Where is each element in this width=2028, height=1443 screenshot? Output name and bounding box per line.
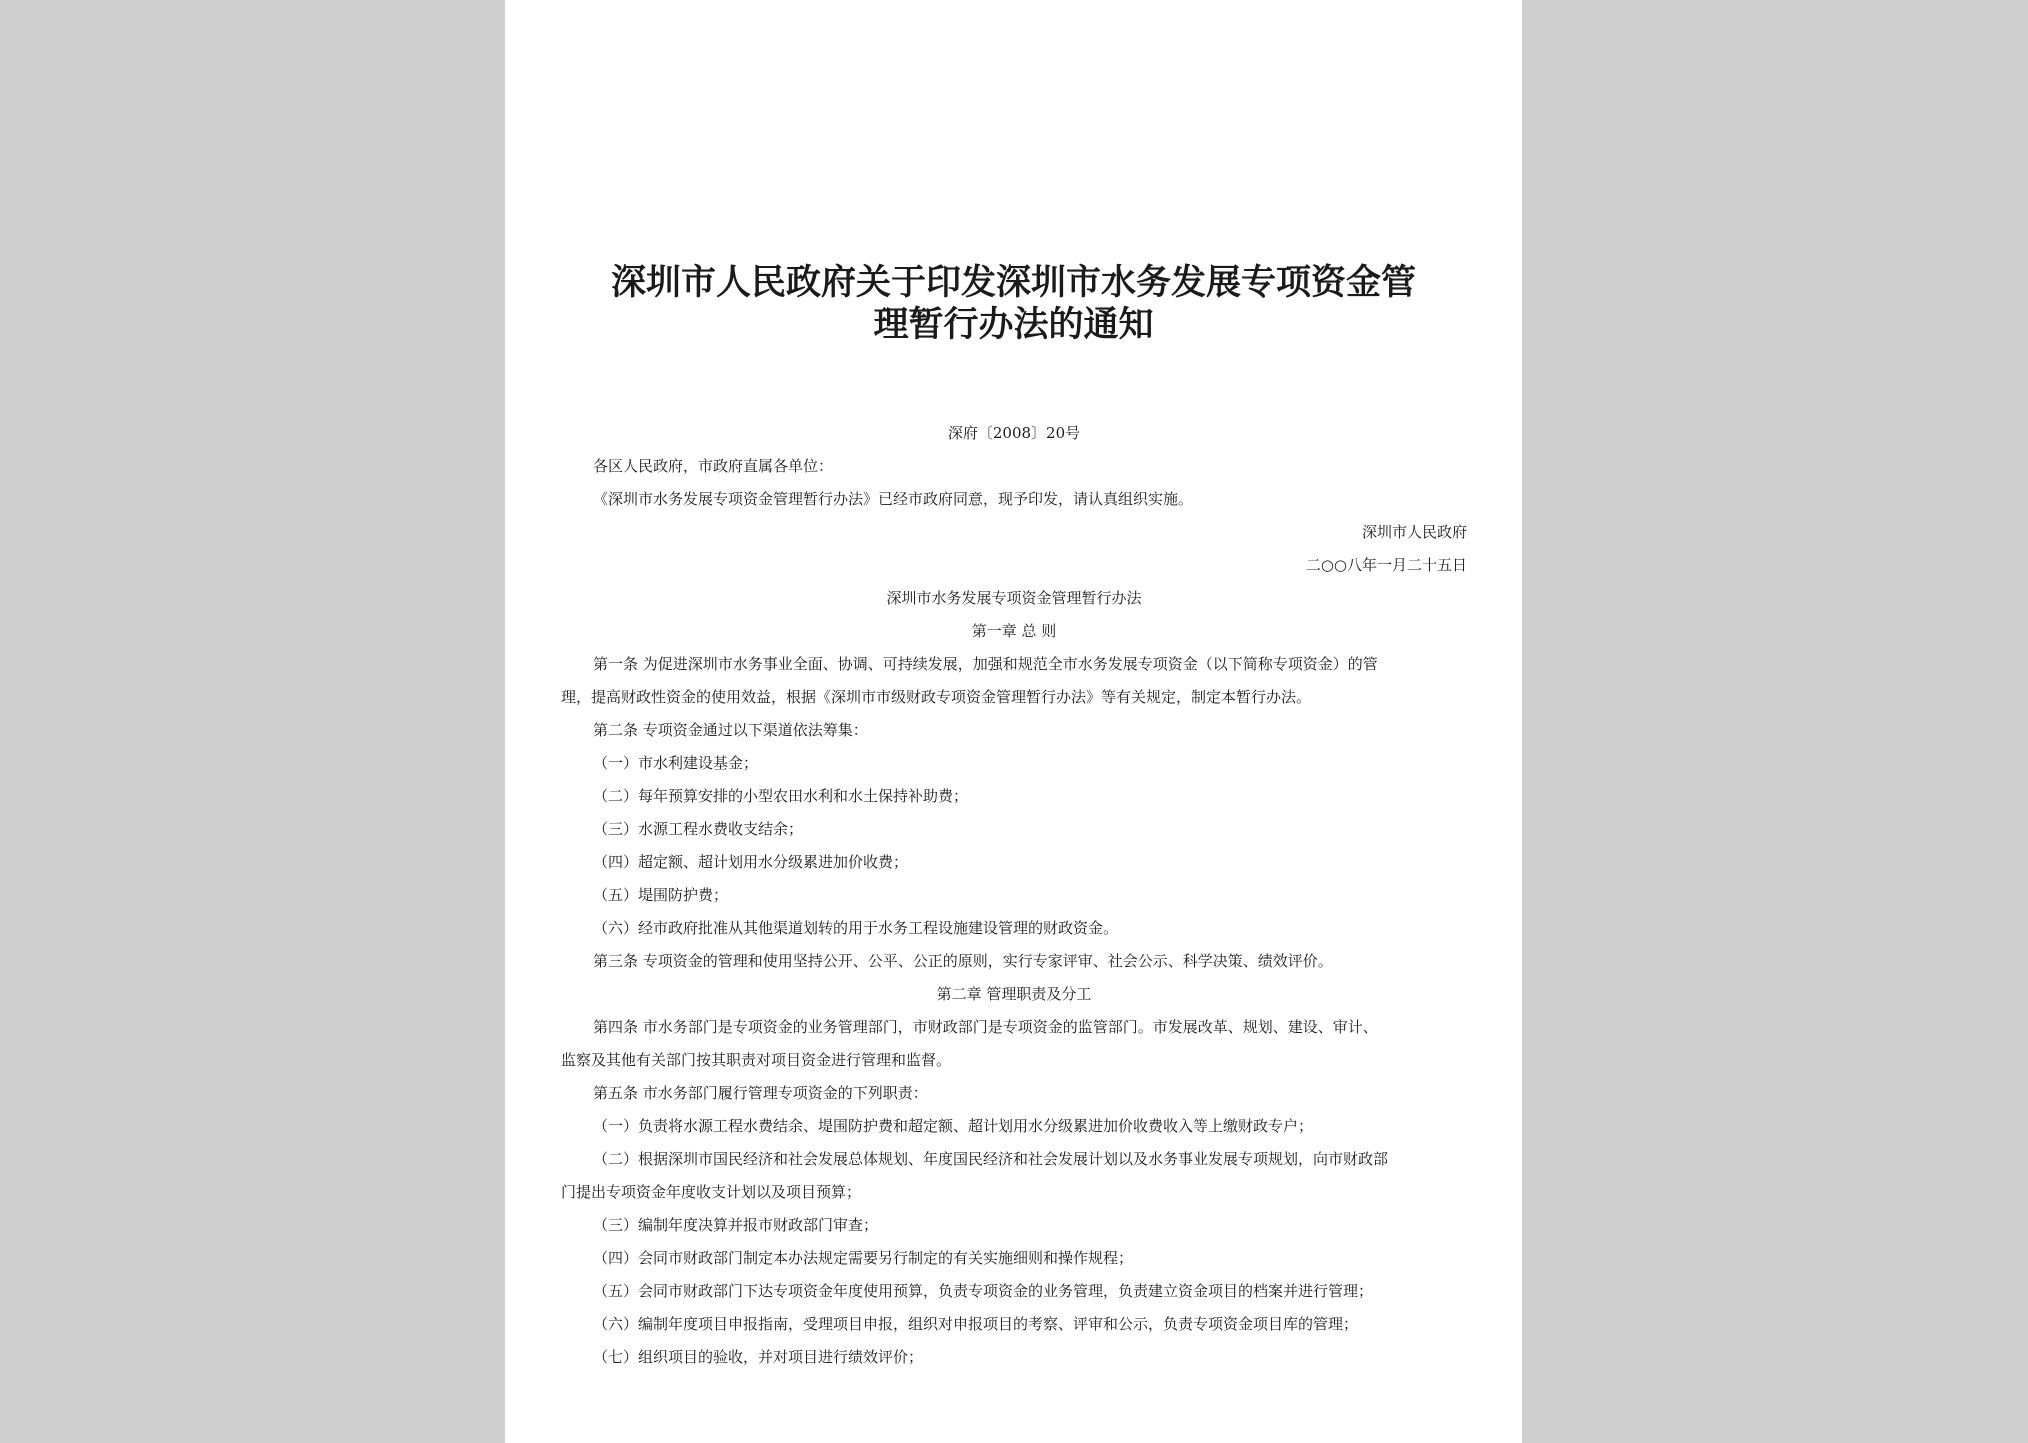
article-5-item-2-line-1: （二）根据深圳市国民经济和社会发展总体规划、年度国民经济和社会发展计划以及水务事业发展专项规划，向市财政部 [593,1150,1389,1168]
article-4-line-1: 第四条 市水务部门是专项资金的业务管理部门，市财政部门是专项资金的监管部门。市发展改革、规划、建设、审计、 [593,1018,1378,1036]
article-5-item-3: （三）编制年度决算并报市财政部门审查； [593,1216,879,1234]
chapter-2-heading: 第二章 管理职责及分工 [936,985,1092,1003]
addressee: 各区人民政府，市政府直属各单位： [593,457,834,475]
article-2: 第二条 专项资金通过以下渠道依法筹集： [593,721,868,739]
article-5: 第五条 市水务部门履行管理专项资金的下列职责： [593,1084,928,1102]
article-1-line-1: 第一条 为促进深圳市水务事业全面、协调、可持续发展，加强和规范全市水务发展专项资金（以下简称专项资金）的管 [593,655,1378,673]
article-2-item: （一）市水利建设基金； [593,754,759,772]
title-line-2: 理暂行办法的通知 [873,304,1154,345]
document-page [505,0,1522,1443]
article-3: 第三条 专项资金的管理和使用坚持公开、公平、公正的原则，实行专家评审、社会公示、科学决策、绩效评价。 [593,952,1333,970]
article-5-item-7: （七）组织项目的验收，并对项目进行绩效评价； [593,1348,924,1366]
article-4-line-2: 监察及其他有关部门按其职责对项目资金进行管理和监督。 [561,1051,952,1069]
article-2-item: （四）超定额、超计划用水分级累进加价收费； [593,853,909,871]
regulation-title: 深圳市水务发展专项资金管理暂行办法 [886,589,1142,607]
article-5-item-5: （五）会同市财政部门下达专项资金年度使用预算，负责专项资金的业务管理，负责建立资金项目的档案并进行管理； [593,1282,1374,1300]
article-2-item: （五）堤围防护费； [593,886,729,904]
article-2-item: （六）经市政府批准从其他渠道划转的用于水务工程设施建设管理的财政资金。 [593,919,1119,937]
article-5-item-2-line-2: 门提出专项资金年度收支计划以及项目预算； [561,1183,862,1201]
issuer: 深圳市人民政府 [1361,523,1467,541]
article-2-item: （二）每年预算安排的小型农田水利和水土保持补助费； [593,787,969,805]
title-line-1: 深圳市人民政府关于印发深圳市水务发展专项资金管 [610,262,1416,303]
article-5-item-4: （四）会同市财政部门制定本办法规定需要另行制定的有关实施细则和操作规程； [593,1249,1134,1267]
article-5-item-1: （一）负责将水源工程水费结余、堤围防护费和超定额、超计划用水分级累进加价收费收入等上缴财政专户； [593,1117,1314,1135]
chapter-1-heading: 第一章 总 则 [971,622,1057,640]
doc-number: 深府〔2008〕20号 [947,424,1081,442]
article-5-item-6: （六）编制年度项目申报指南，受理项目申报，组织对申报项目的考察、评审和公示，负责专项资金项目库的管理； [593,1315,1359,1333]
document-title [565,262,1462,346]
issue-date: 二○○八年一月二十五日 [1305,556,1467,574]
article-2-item: （三）水源工程水费收支结余； [593,820,804,838]
article-1-line-2: 理，提高财政性资金的使用效益，根据《深圳市市级财政专项资金管理暂行办法》等有关规定，制定本暂行办法。 [561,688,1312,706]
notice-text: 《深圳市水务发展专项资金管理暂行办法》已经市政府同意，现予印发，请认真组织实施。 [593,490,1194,508]
